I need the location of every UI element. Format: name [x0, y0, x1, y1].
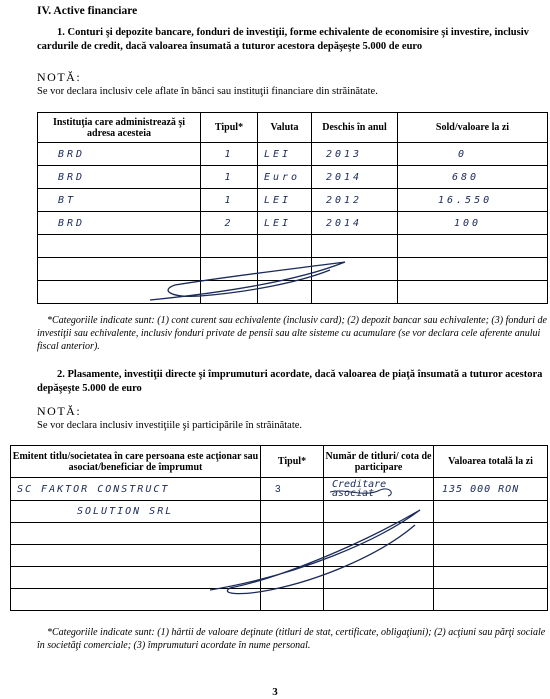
table-row-empty [11, 567, 548, 589]
table-row-empty [38, 281, 548, 304]
investments-header-row [11, 446, 548, 478]
col-count-header: Număr de titluri/ cota de participare [324, 446, 434, 478]
investments-table [10, 445, 548, 611]
cell-opened: 2013 [312, 143, 398, 166]
table-row [38, 166, 548, 189]
part1-heading: 1. Conturi şi depozite bancare, fonduri de investiţii, forme echivalente de economisire şi investire, inclusiv cardurile de credit, dacă valoarea însumată a tuturor acestora depăşeşte 5.000 de euro [37, 27, 529, 52]
cell-opened: 2014 [312, 166, 398, 189]
cell-institution: BT [38, 189, 201, 212]
part1-nota-text: Se vor declara inclusiv cele aflate în bănci sau instituţii financiare din străinătate. [37, 86, 378, 97]
cell-total: 135 000 RON [434, 478, 548, 501]
col-type-header: Tipul* [261, 446, 324, 478]
col-issuer-header: Emitent titlu/societatea în care persoana este acţionar sau asociat/beneficiar de împrumut [11, 446, 261, 478]
accounts-table [37, 112, 548, 304]
cell-currency: LEI [258, 189, 312, 212]
cell-count: Creditare asociat [324, 478, 434, 501]
section-title: IV. Active financiare [37, 5, 138, 17]
table-row-empty [38, 235, 548, 258]
cell-currency: LEI [258, 212, 312, 235]
cell-type: 1 [201, 189, 258, 212]
cell-currency: Euro [258, 166, 312, 189]
table-row [11, 478, 548, 501]
cell-opened: 2014 [312, 212, 398, 235]
cell-type: 3 [261, 478, 324, 501]
cell-balance: 16.550 [398, 189, 548, 212]
table-row [11, 501, 548, 523]
col-currency-header: Valuta [258, 113, 312, 143]
cell-currency: LEI [258, 143, 312, 166]
cell-issuer: SC FAKTOR CONSTRUCT [11, 478, 261, 501]
cell-institution: BRD [38, 212, 201, 235]
cell-balance: 0 [398, 143, 548, 166]
part1-footnote: *Categoriile indicate sunt: (1) cont curent sau echivalente (inclusiv card); (2) depozit bancar sau echivalente; (3) fonduri de investiţii sau echivalente, inclusiv fonduri private de pensii sau alte sisteme cu acumulare (se vor declara cele aferente anului fiscal anterior). [37, 315, 547, 352]
cell-opened: 2012 [312, 189, 398, 212]
table-row-empty [11, 589, 548, 611]
cell-type: 1 [201, 143, 258, 166]
cell-balance: 680 [398, 166, 548, 189]
table-row-empty [11, 523, 548, 545]
accounts-header-row [38, 113, 548, 143]
col-balance-header: Sold/valoare la zi [398, 113, 548, 143]
table-row [38, 189, 548, 212]
table-row [38, 143, 548, 166]
col-total-header: Valoarea totală la zi [434, 446, 548, 478]
part2-footnote: *Categoriile indicate sunt: (1) hârtii de valoare deţinute (titluri de stat, certificate, obligaţiuni); (2) acţiuni sau părţi sociale în societăţi comerciale; (3) împrumuturi acordate în nume personal. [37, 627, 546, 651]
cell-issuer-line2: SOLUTION SRL [11, 501, 261, 523]
table-row [38, 212, 548, 235]
table-row-empty [38, 258, 548, 281]
part2-heading: 2. Plasamente, investiţii directe şi împrumuturi acordate, dacă valoarea de piaţă însumată a tuturor acestora depăşeşte 5.000 de euro [37, 369, 543, 394]
cell-type: 1 [201, 166, 258, 189]
cell-type: 2 [201, 212, 258, 235]
page-number: 3 [272, 686, 278, 698]
part1-nota-label: NOTĂ: [37, 70, 82, 84]
part2-nota-text: Se vor declara inclusiv investiţiile şi participările în străinătate. [37, 420, 303, 431]
table-row-empty [11, 545, 548, 567]
cell-institution: BRD [38, 166, 201, 189]
col-opened-header: Deschis în anul [312, 113, 398, 143]
cell-balance: 100 [398, 212, 548, 235]
col-institution-header: Instituţia care administrează şi adresa acesteia [38, 113, 201, 143]
col-type-header: Tipul* [201, 113, 258, 143]
cell-institution: BRD [38, 143, 201, 166]
part2-nota-label: NOTĂ: [37, 404, 82, 418]
